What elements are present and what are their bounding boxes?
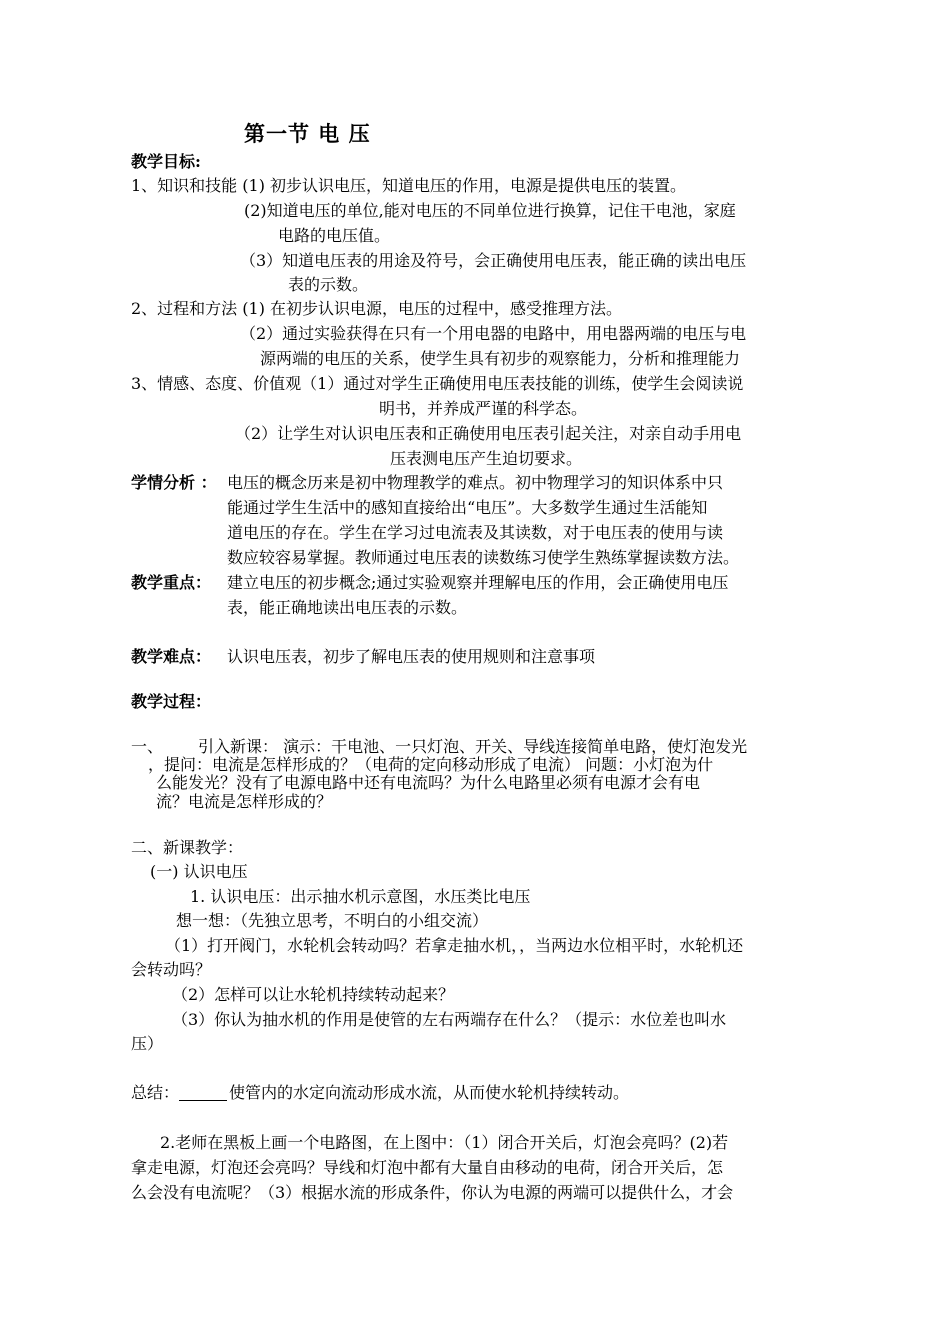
summary-label: 总结： — [131, 1083, 180, 1102]
paragraph-line: 么会没有电流呢？（3）根据水流的形成条件，你认为电源的两端可以提供什么，才会 — [131, 1183, 734, 1202]
analysis-colon: ： — [200, 473, 217, 492]
paragraph-line: 2.老师在黑板上画一个电路图，在上图中：（1）闭合开关后，灯泡会亮吗？(2)若 — [160, 1133, 729, 1152]
page-title: 第一节 电 压 — [244, 121, 371, 146]
analysis-line: 道电压的存在。学生在学习过电流表及其读数，对于电压表的使用与读 — [227, 523, 724, 542]
goal-line: 表的示数。 — [288, 275, 369, 294]
intro-line: 么能发光？没有了电源电路中还有电流吗？为什么电路里必须有电源才会有电 — [156, 773, 701, 792]
summary-text: 使管内的水定向流动形成水流，从而使水轮机持续转动。 — [229, 1083, 630, 1102]
goal-line: 明书，并养成严谨的科学态。 — [379, 399, 588, 418]
process-heading: 教学过程： — [131, 692, 212, 711]
goal-line: （2）通过实验获得在只有一个用电器的电路中，用电器两端的电压与电 — [240, 324, 747, 343]
analysis-line: 电压的概念历来是初中物理教学的难点。初中物理学习的知识体系中只 — [227, 473, 724, 492]
question-line: （3）你认为抽水机的作用是使管的左右两端存在什么？（提示：水位差也叫水 — [172, 1010, 727, 1029]
item-line: 1. 认识电压：出示抽水机示意图，水压类比电压 — [190, 887, 531, 906]
intro-line: 引入新课： 演示：干电池、一只灯泡、开关、导线连接简单电路，使灯泡发光 — [198, 737, 748, 756]
intro-line: 流？电流是怎样形成的？ — [156, 792, 333, 811]
goal-line: （3）知道电压表的用途及符号，会正确使用电压表，能正确的读出电压 — [240, 251, 747, 270]
goal-line: 电路的电压值。 — [278, 226, 391, 245]
question-line: 会转动吗？ — [131, 960, 212, 979]
analysis-label — [131, 471, 217, 495]
analysis-line: 数应较容易掌握。教师通过电压表的读数练习使学生熟练掌握读数方法。 — [227, 548, 740, 567]
goal-line: 3、情感、态度、价值观（1）通过对学生正确使用电压表技能的训练，使学生会阅读说 — [131, 374, 744, 393]
keypoints-label: 教学重点： — [131, 573, 212, 592]
intro-line: ，提问：电流是怎样形成的？（电荷的定向移动形成了电流） 问题：小灯泡为什 — [148, 755, 714, 774]
keypoints-line: 建立电压的初步概念;通过实验观察并理解电压的作用，会正确使用电压 — [227, 573, 729, 592]
goal-line: (2)知道电压的单位,能对电压的不同单位进行换算，记住干电池，家庭 — [244, 201, 736, 220]
fill-in-blank — [179, 1082, 227, 1101]
goal-line: 源两端的电压的关系，使学生具有初步的观察能力，分析和推理能力 — [260, 349, 741, 368]
new-lesson-heading: 二、新课教学： — [131, 838, 244, 857]
subsection-heading: (一) 认识电压 — [150, 862, 248, 881]
goal-line: （2）让学生对认识电压表和正确使用电压表引起关注，对亲自动手用电 — [235, 424, 742, 443]
question-line: （2）怎样可以让水轮机持续转动起来？ — [172, 985, 455, 1004]
difficulty-label: 教学难点： — [131, 647, 212, 666]
goals-heading: 教学目标: — [131, 152, 201, 171]
think-line: 想一想：（先独立思考，不明白的小组交流） — [176, 911, 489, 930]
goal-line: 2、过程和方法 (1) 在初步认识电源，电压的过程中，感受推理方法。 — [131, 299, 623, 318]
question-line: （1）打开阀门，水轮机会转动吗？若拿走抽水机，，当两边水位相平时，水轮机还 — [165, 936, 744, 955]
difficulty-text: 认识电压表，初步了解电压表的使用规则和注意事项 — [227, 647, 596, 666]
analysis-line: 能通过学生生活中的感知直接给出“电压”。大多数学生通过生活能知 — [227, 498, 708, 517]
paragraph-line: 拿走电源，灯泡还会亮吗？导线和灯泡中都有大量自由移动的电荷，闭合开关后，怎 — [131, 1158, 724, 1177]
summary-line — [131, 1081, 629, 1105]
goal-line: 1、知识和技能 (1) 初步认识电压，知道电压的作用，电源是提供电压的装置。 — [131, 176, 687, 195]
intro-number: 一、 — [131, 737, 164, 756]
question-line: 压） — [131, 1034, 164, 1053]
analysis-label-text: 学情分析 — [131, 473, 196, 492]
keypoints-line: 表，能正确地读出电压表的示数。 — [227, 598, 468, 617]
goal-line: 压表测电压产生迫切要求。 — [390, 449, 583, 468]
